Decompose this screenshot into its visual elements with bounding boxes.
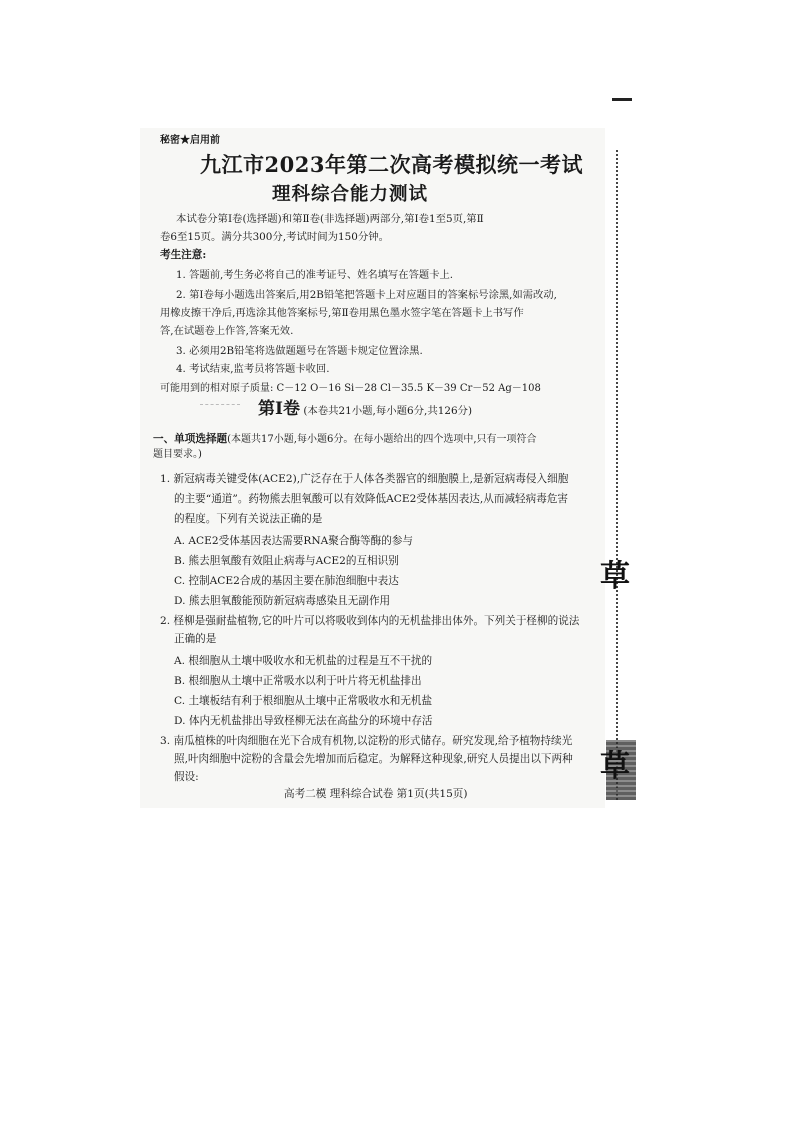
- intro-line-1: 本试卷分第Ⅰ卷(选择题)和第Ⅱ卷(非选择题)两部分,第Ⅰ卷1至5页,第Ⅱ: [176, 213, 484, 225]
- atomic-masses: 可能用到的相对原子质量: C－12 O－16 Si－28 Cl－35.5 K－39 Cr－52 Ag－108: [160, 383, 541, 394]
- q3-stem-2: 照,叶肉细胞中淀粉的含量会先增加而后稳定。为解释这种现象,研究人员提出以下两种: [174, 753, 573, 765]
- note-3: 3. 必须用2B铅笔将选做题题号在答题卡规定位置涂黑.: [176, 345, 423, 357]
- q1-option-d: D. 熊去胆氧酸能预防新冠病毒感染且无副作用: [174, 595, 391, 607]
- q1-option-b: B. 熊去胆氧酸有效阻止病毒与ACE2的互相识别: [174, 555, 399, 567]
- q2-option-c: C. 土壤板结有利于根细胞从土壤中正常吸收水和无机盐: [174, 695, 433, 707]
- q2-option-b: B. 根细胞从土壤中正常吸水以利于叶片将无机盐排出: [174, 675, 422, 687]
- q2-option-a: A. 根细胞从土壤中吸收水和无机盐的过程是互不干扰的: [174, 655, 433, 667]
- scan-faint-line: [200, 404, 240, 406]
- intro-line-2: 卷6至15页。满分共300分,考试时间为150分钟。: [160, 231, 390, 243]
- section-heading: [153, 432, 537, 447]
- note-1: 1. 答题前,考生务必将自己的准考证号、姓名填写在答题卡上.: [176, 269, 454, 281]
- volume-name: 第Ⅰ卷: [258, 399, 300, 419]
- secret-label: 秘密★启用前: [160, 135, 220, 146]
- q3-stem-1: 3. 南瓜植株的叶肉细胞在光下合成有机物,以淀粉的形式储存。研究发现,给予植物持续光: [160, 735, 573, 747]
- section-desc-2: 题目要求。): [153, 449, 202, 460]
- q3-stem-3: 假设:: [174, 771, 199, 783]
- section-label: 一、单项选择题: [153, 433, 228, 445]
- q2-stem-1: 2. 柽柳是强耐盐植物,它的叶片可以将吸收到体内的无机盐排出体外。下列关于柽柳的说法: [160, 615, 580, 627]
- notes-heading: 考生注意:: [160, 249, 207, 261]
- perforation-line: [616, 150, 618, 800]
- q2-option-d: D. 体内无机盐排出导致柽柳无法在高盐分的环境中存活: [174, 715, 433, 727]
- q1-option-a: A. ACE2受体基因表达需要RNA聚合酶等酶的参与: [174, 535, 414, 547]
- page-footer: 高考二模 理科综合试卷 第1页(共15页): [284, 788, 468, 800]
- volume-heading: [258, 399, 473, 419]
- section-desc: (本题共17小题,每小题6分。在每小题给出的四个选项中,只有一项符合: [227, 434, 537, 445]
- margin-mark-2: 草: [600, 749, 630, 784]
- margin-mark-1: 草: [600, 559, 630, 594]
- q1-stem-3: 的程度。下列有关说法正确的是: [174, 513, 323, 525]
- q1-option-c: C. 控制ACE2合成的基因主要在肺泡细胞中表达: [174, 575, 399, 587]
- exam-title: 九江市2023年第二次高考模拟统一考试: [200, 152, 583, 177]
- scan-dash-mark: [612, 98, 632, 101]
- exam-subtitle: 理科综合能力测试: [272, 184, 429, 205]
- q2-stem-2: 正确的是: [174, 633, 217, 645]
- q1-stem-1: 1. 新冠病毒关键受体(ACE2),广泛存在于人体各类器官的细胞膜上,是新冠病毒侵入细胞: [160, 473, 569, 485]
- note-4: 4. 考试结束,监考员将答题卡收回.: [176, 363, 330, 375]
- note-2-cont: 用橡皮擦干净后,再选涂其他答案标号,第Ⅱ卷用黑色墨水签字笔在答题卡上书写作: [160, 307, 524, 319]
- q1-stem-2: 的主要“通道”。药物熊去胆氧酸可以有效降低ACE2受体基因表达,从而减轻病毒危害: [174, 493, 569, 505]
- note-2: 2. 第Ⅰ卷每小题选出答案后,用2B铅笔把答题卡上对应题目的答案标号涂黑,如需改动,: [176, 289, 557, 301]
- note-2-cont2: 答,在试题卷上作答,答案无效.: [160, 325, 294, 337]
- volume-desc: (本卷共21小题,每小题6分,共126分): [303, 405, 473, 417]
